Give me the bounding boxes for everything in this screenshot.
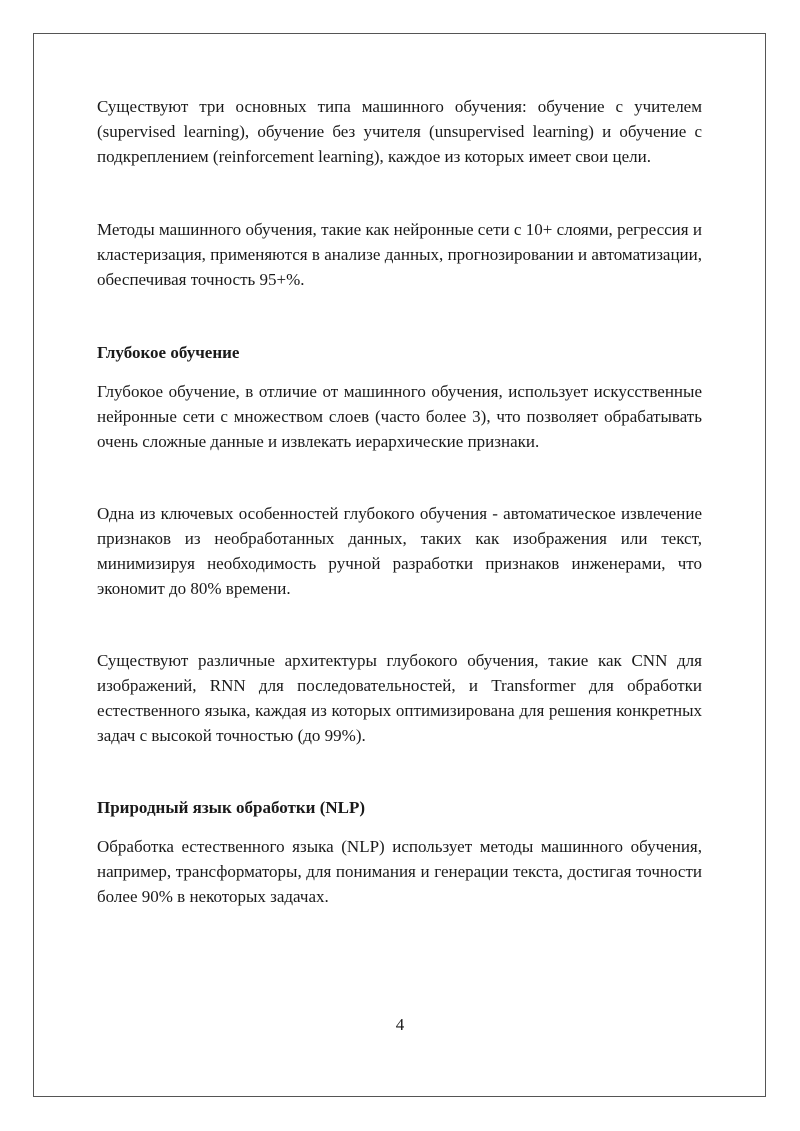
heading-nlp: Природный язык обработки (NLP) — [97, 798, 366, 817]
paragraph-deep-learning-intro: Глубокое обучение, в отличие от машинного обучения, использует искусственные нейронные сети с множеством слоев (часто более 3), что позволяет обрабатывать очень сложные данные и извлекать иерархические признаки. — [97, 382, 702, 451]
paragraph-ml-types: Существуют три основных типа машинного обучения: обучение с учителем (supervised learning), обучение без учителя (unsupervised learning) и обучение с подкреплением (reinforcement learning), каждое из которых имеет свои цели. — [97, 97, 702, 166]
paragraph-ml-methods: Методы машинного обучения, такие как нейронные сети с 10+ слоями, регрессия и кластеризация, применяются в анализе данных, прогнозировании и автоматизации, обеспечивая точность 95+%. — [97, 220, 702, 289]
paragraph-architectures: Существуют различные архитектуры глубокого обучения, такие как CNN для изображений, RNN для последовательностей, и Transformer для обработки естественного языка, каждая из которых оптимизирована для решения конкретных задач с высокой точностью (до 99%). — [97, 651, 702, 745]
heading-deep-learning: Глубокое обучение — [97, 343, 240, 362]
paragraph-feature-extraction: Одна из ключевых особенностей глубокого обучения - автоматическое извлечение признаков из необработанных данных, таких как изображения или текст, минимизируя необходимость ручной разработки признаков инженерами, что экономит до 80% времени. — [97, 504, 702, 598]
paragraph-nlp: Обработка естественного языка (NLP) использует методы машинного обучения, например, трансформаторы, для понимания и генерации текста, достигая точности более 90% в некоторых задачах. — [97, 837, 702, 906]
page-content — [97, 94, 702, 909]
page-number: 4 — [395, 1015, 405, 1034]
